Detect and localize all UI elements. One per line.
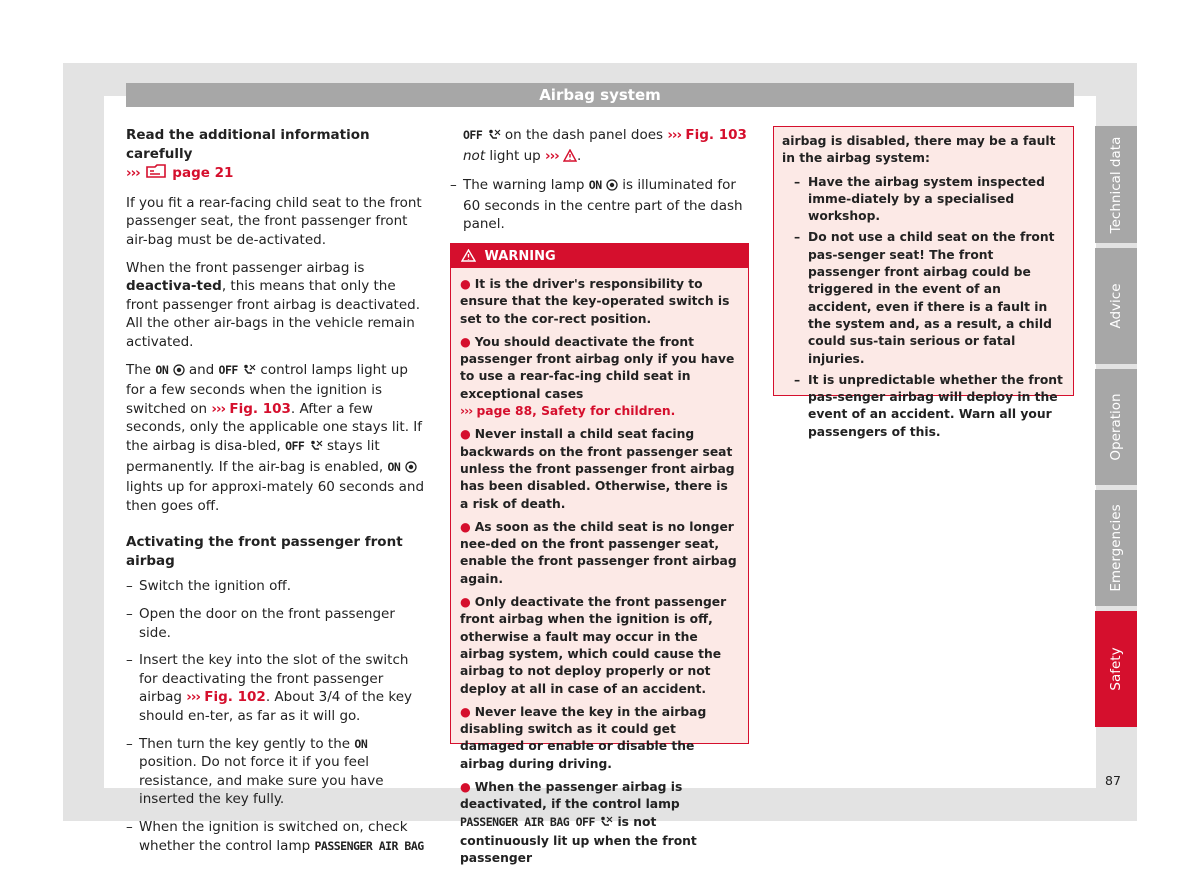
step-item: – Open the door on the front passenger side. bbox=[126, 605, 428, 642]
warning-item: ● When the passenger airbag is deactivated, if the control lamp PASSENGER AIR BAG OFF is not continuously lit up when the front passenger bbox=[460, 780, 697, 866]
tab-emergencies[interactable]: Emergencies bbox=[1095, 490, 1137, 606]
warning-box bbox=[450, 243, 749, 866]
airbag-on-icon bbox=[173, 363, 185, 382]
bullet-icon: ● bbox=[460, 595, 471, 610]
warning-item: ● Never leave the key in the airbag disabling switch as it could get damaged or enable or disable the airbag during driving. bbox=[460, 704, 707, 771]
link-page-88[interactable]: page 88, Safety for children. bbox=[476, 404, 676, 419]
warning-item: ● Only deactivate the front passenger front airbag when the ignition is off, otherwise a fault may occur in the airbag system, which could cause the airbag to not deploy properly or not deploy at all in case of an accident. bbox=[460, 595, 727, 696]
warning-body bbox=[451, 268, 748, 868]
warning-subitem: – It is unpredictable whether the front pas-senger airbag will deploy in the event of an accident. Warn all your passengers of this. bbox=[782, 372, 1065, 441]
tab-advice[interactable]: Advice bbox=[1095, 248, 1137, 364]
link-fig-102[interactable]: Fig. 102 bbox=[204, 689, 266, 706]
cross-reference-arrow-icon: ››› bbox=[460, 404, 473, 419]
warning-header: WARNING bbox=[451, 244, 748, 268]
warning-item: ● Never install a child seat facing backwards on the front passenger seat unless the front passenger front airbag has been disabled. Otherwise, there is a risk of death. bbox=[460, 427, 735, 511]
link-page-21[interactable]: page 21 bbox=[172, 165, 234, 182]
paragraph-deactivated: When the front passenger airbag is deactiva-ted, this means that only the front passenger front airbag is deactivated. All the other air-bags in the vehicle remain activated. bbox=[126, 259, 420, 350]
tab-operation[interactable]: Operation bbox=[1095, 369, 1137, 485]
warning-item: ● It is the driver's responsibility to ensure that the key-operated switch is set to the cor-rect position. bbox=[460, 277, 730, 326]
section-heading: Activating the front passenger front airbag bbox=[126, 534, 403, 569]
warning-item: ● You should deactivate the front passenger front airbag only if you have to use a rear-fac-ing child seat in exceptional cases ››› page 88, Safety for children. bbox=[460, 334, 735, 419]
lamp-passenger-label: PASSENGER AIR BAG bbox=[314, 838, 424, 853]
airbag-off-icon bbox=[309, 439, 323, 458]
step-item: – Then turn the key gently to the ON position. Do not force it if you feel resistance, and make sure you have inserted the key fully. bbox=[126, 735, 428, 809]
paragraph-rear-facing: If you fit a rear-facing child seat to the front passenger seat, the front passenger front air-bag must be de-activated. bbox=[126, 194, 422, 248]
intro-paragraph: Read the additional information carefully ››› page 21 bbox=[126, 126, 428, 185]
cross-reference-arrow-icon: ››› bbox=[667, 127, 682, 143]
lamp-off-label: OFF bbox=[218, 362, 238, 377]
airbag-off-icon bbox=[599, 816, 613, 833]
page-title: Airbag system bbox=[126, 83, 1074, 107]
step-continuation: OFF on the dash panel does ››› Fig. 103 not light up ››› . bbox=[450, 126, 750, 167]
warning-item: ● As soon as the child seat is no longer nee-ded on the front passenger seat, enable the front passenger front airbag again. bbox=[460, 519, 737, 586]
cross-reference-arrow-icon: ››› bbox=[545, 147, 559, 164]
bullet-icon: ● bbox=[460, 277, 471, 291]
cross-reference-arrow-icon: ››› bbox=[186, 689, 200, 706]
step-item: – The warning lamp ON is illuminated for 60 seconds in the centre part of the dash panel. bbox=[450, 176, 750, 234]
warning-subitem: – Have the airbag system inspected imme-diately by a specialised workshop. bbox=[782, 174, 1065, 226]
step-item: – When the ignition is switched on, check whether the control lamp PASSENGER AIR BAG bbox=[126, 818, 428, 855]
bullet-icon: ● bbox=[460, 519, 471, 534]
warning-triangle-icon bbox=[461, 246, 476, 272]
column-middle bbox=[450, 126, 750, 243]
warning-subitem: – Do not use a child seat on the front pas-senger seat! The front passenger front airbag could be triggered in the event of an accident, even if there is a fault in the system and, as a result, a child could sus-tain serious or fatal injuries. bbox=[782, 229, 1065, 367]
lamp-on-label: ON bbox=[155, 362, 169, 377]
cross-reference-arrow-icon: ››› bbox=[126, 165, 140, 182]
warning-box-continued bbox=[773, 126, 1074, 439]
airbag-on-icon bbox=[405, 460, 417, 479]
bullet-icon: ● bbox=[460, 334, 471, 349]
book-reference-icon bbox=[144, 163, 168, 185]
bullet-icon: ● bbox=[460, 427, 471, 442]
step-item: – Switch the ignition off. bbox=[126, 577, 428, 596]
airbag-off-icon bbox=[242, 363, 256, 382]
warning-continuation: airbag is disabled, there may be a fault in the airbag system: bbox=[782, 134, 1056, 166]
airbag-on-icon bbox=[606, 178, 618, 197]
column-left bbox=[126, 126, 428, 864]
link-fig-103[interactable]: Fig. 103 bbox=[685, 127, 747, 143]
tab-safety[interactable]: Safety bbox=[1095, 611, 1137, 727]
warning-triangle-icon[interactable] bbox=[563, 149, 577, 168]
page-number: 87 bbox=[1105, 773, 1121, 788]
bullet-icon: ● bbox=[460, 780, 471, 795]
paragraph-control-lamps: The ON and OFF control lamps light up for a few seconds when the ignition is switched on ››› Fig. 103. After a few seconds, only the applicable one stays lit. If the airbag is disa-bled, OFF stays lit permanently. If the air-bag is enabled, ON lights up for approxi-mately 60 seconds and then goes off. bbox=[126, 361, 425, 514]
cross-reference-arrow-icon: ››› bbox=[211, 400, 226, 417]
tab-technical-data[interactable]: Technical data bbox=[1095, 126, 1137, 243]
airbag-off-icon bbox=[487, 128, 501, 147]
step-item: – Insert the key into the slot of the switch for deactivating the front passenger airbag ››› Fig. 102. About 3/4 of the key should en-ter, as far as it will go. bbox=[126, 651, 428, 725]
bullet-icon: ● bbox=[460, 704, 471, 719]
link-fig-103[interactable]: Fig. 103 bbox=[229, 400, 291, 417]
